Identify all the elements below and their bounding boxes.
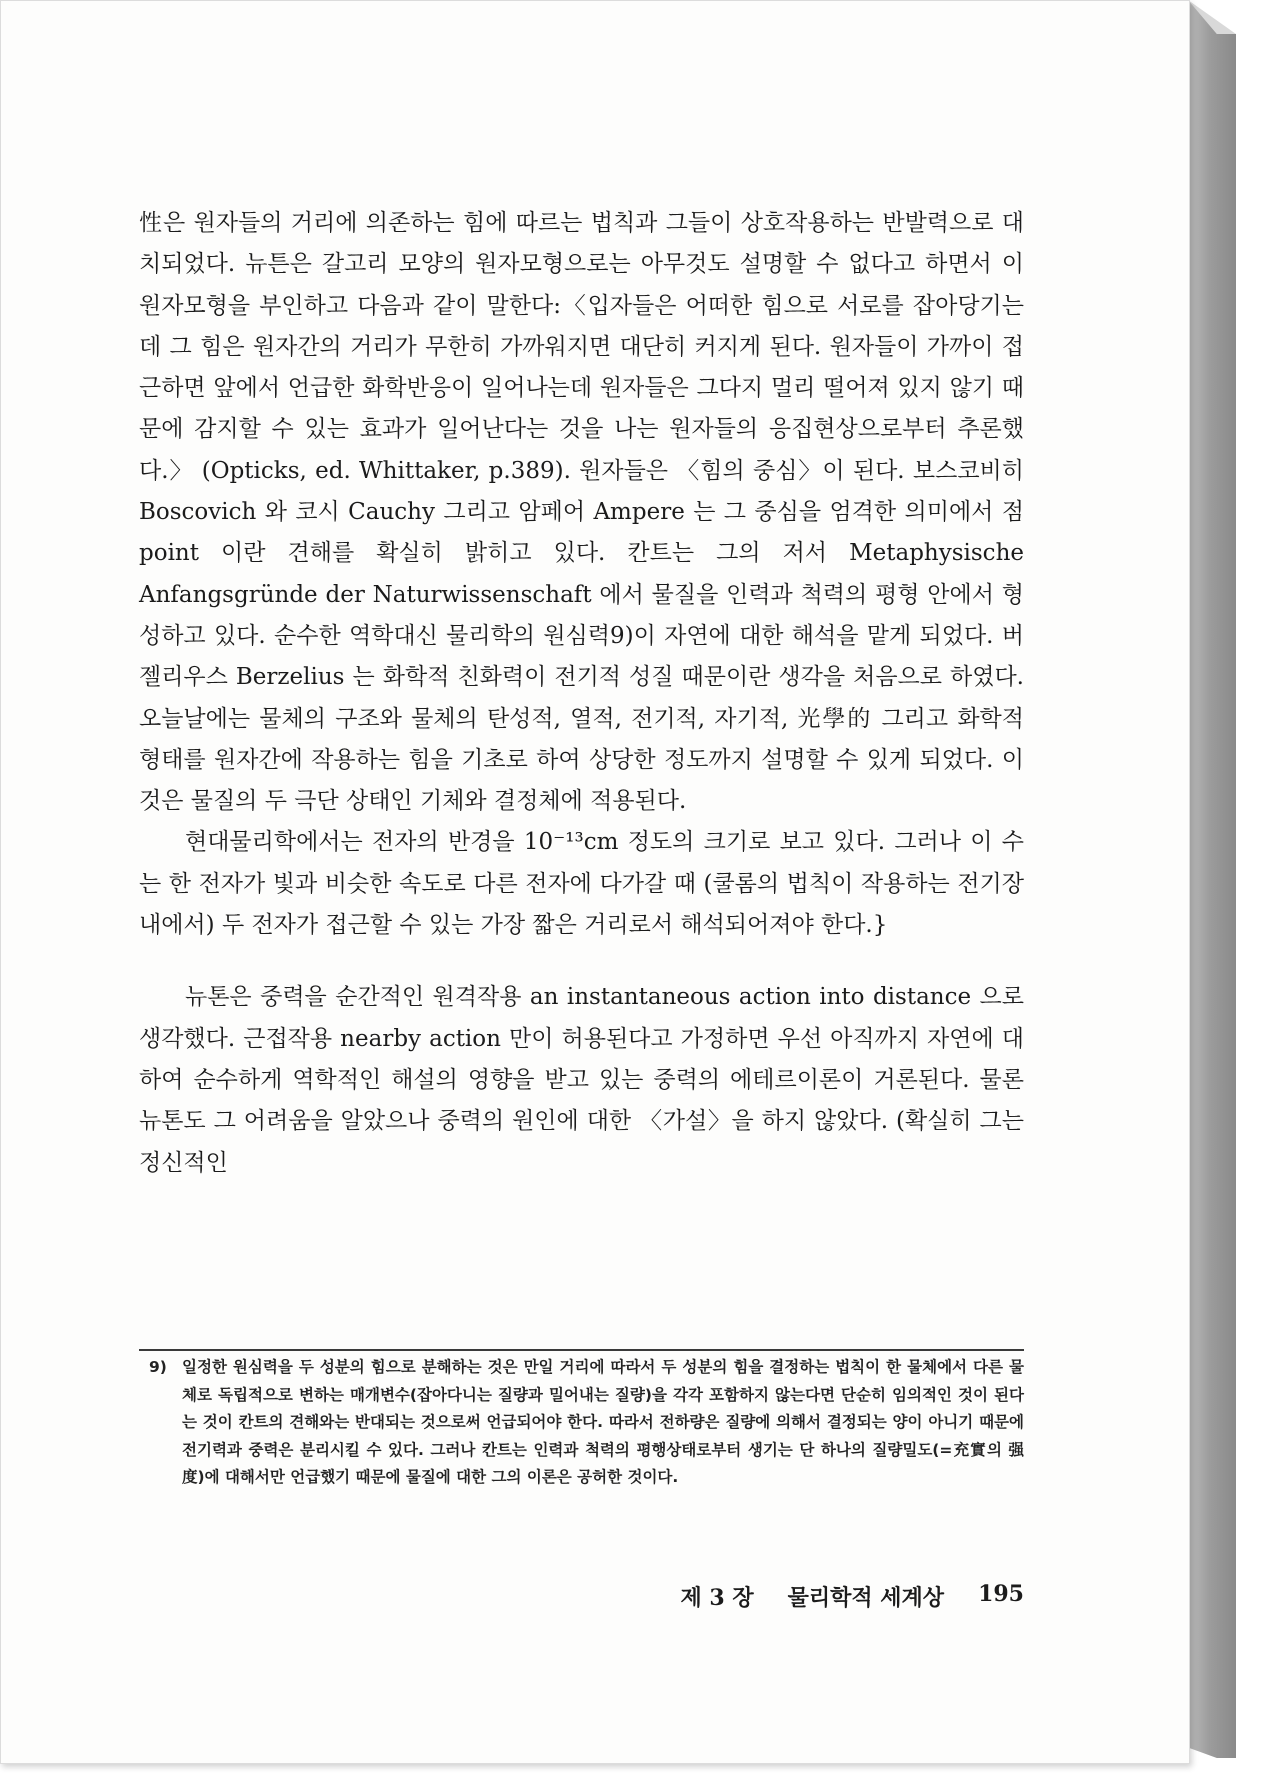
footer-title: 물리학적 세계상 bbox=[787, 1585, 945, 1611]
footnote-divider bbox=[139, 1349, 1024, 1351]
footnote bbox=[139, 1354, 1024, 1492]
page-number: 195 bbox=[978, 1581, 1024, 1607]
paragraph-2: 현대물리학에서는 전자의 반경을 10⁻¹³cm 정도의 크기로 보고 있다. 그러나 이 수는 한 전자가 빛과 비슷한 속도로 다른 전자에 다가갈 때 (쿨롬의 법칙이 작용하는 전기장내에서) 두 전자가 접근할 수 있는 가장 짧은 거리로서 해석되어져야 한다.} bbox=[139, 829, 1024, 939]
paragraph-3: 뉴톤은 중력을 순간적인 원격작용 an instantaneous action into distance 으로 생각했다. 근접작용 nearby action 만이 허용된다고 가정하면 우선 아직까지 자연에 대하여 순수하게 역학적인 해설의 영향을 받고 있는 중력의 에테르이론이 거론된다. 물론 뉴톤도 그 어려움을 알았으나 중력의 원인에 대한 〈가설〉을 하지 않았다. (확실히 그는 정신적인 bbox=[139, 984, 1024, 1176]
running-footer bbox=[680, 1581, 1024, 1612]
page-edge bbox=[1188, 0, 1236, 1758]
main-text bbox=[139, 203, 1024, 1184]
footnote-marker: 9) bbox=[149, 1358, 167, 1376]
paragraph-gap bbox=[139, 946, 1024, 977]
footer-chapter: 제 3 장 bbox=[680, 1585, 754, 1611]
paragraph-1: 性은 원자들의 거리에 의존하는 힘에 따르는 법칙과 그들이 상호작용하는 반발력으로 대치되었다. 뉴튼은 갈고리 모양의 원자모형으로는 아무것도 설명할 수 없다고 하면서 이 원자모형을 부인하고 다음과 같이 말한다:〈입자들은 어떠한 힘으로 서로를 잡아당기는데 그 힘은 원자간의 거리가 무한히 가까워지면 대단히 커지게 된다. 원자들이 가까이 접근하면 앞에서 언급한 화학반응이 일어나는데 원자들은 그다지 멀리 떨어져 있지 않기 때문에 감지할 수 있는 효과가 일어난다는 것을 나는 원자들의 응집현상으로부터 추론했다.〉 (Opticks, ed. Whittaker, p.389). 원자들은 〈힘의 중심〉이 된다. 보스코비히 Boscovich 와 코시 Cauchy 그리고 암페어 Ampere 는 그 중심을 엄격한 의미에서 점 point 이란 견해를 확실히 밝히고 있다. 칸트는 그의 저서 Metaphysische Anfangsgründe der Naturwissenschaft 에서 물질을 인력과 척력의 평형 안에서 형성하고 있다. 순수한 역학대신 물리학의 원심력9)이 자연에 대한 해석을 맡게 되었다. 버젤리우스 Berzelius 는 화학적 친화력이 전기적 성질 때문이란 생각을 처음으로 하였다. 오늘날에는 물체의 구조와 물체의 탄성적, 열적, 전기적, 자기적, 光學的 그리고 화학적 형태를 원자간에 작용하는 힘을 기초로 하여 상당한 정도까지 설명할 수 있게 되었다. 이것은 물질의 두 극단 상태인 기체와 결정체에 적용된다. bbox=[139, 210, 1024, 815]
footnote-text: 일정한 원심력을 두 성분의 힘으로 분해하는 것은 만일 거리에 따라서 두 성분의 힘을 결정하는 법칙이 한 물체에서 다른 물체로 독립적으로 변하는 매개변수(잡아다니는 질량과 밀어내는 질량)을 각각 포함하지 않는다면 단순히 임의적인 것이 된다는 것이 칸트의 견해와는 반대되는 것으로써 언급되어야 한다. 따라서 전하량은 질량에 의해서 결정되는 양이 아니기 때문에 전기력과 중력은 분리시킬 수 있다. 그러나 칸트는 인력과 척력의 평행상태로부터 생기는 단 하나의 질량밀도(=充實의 强度)에 대해서만 언급했기 때문에 물질에 대한 그의 이론은 공허한 것이다. bbox=[182, 1358, 1024, 1487]
